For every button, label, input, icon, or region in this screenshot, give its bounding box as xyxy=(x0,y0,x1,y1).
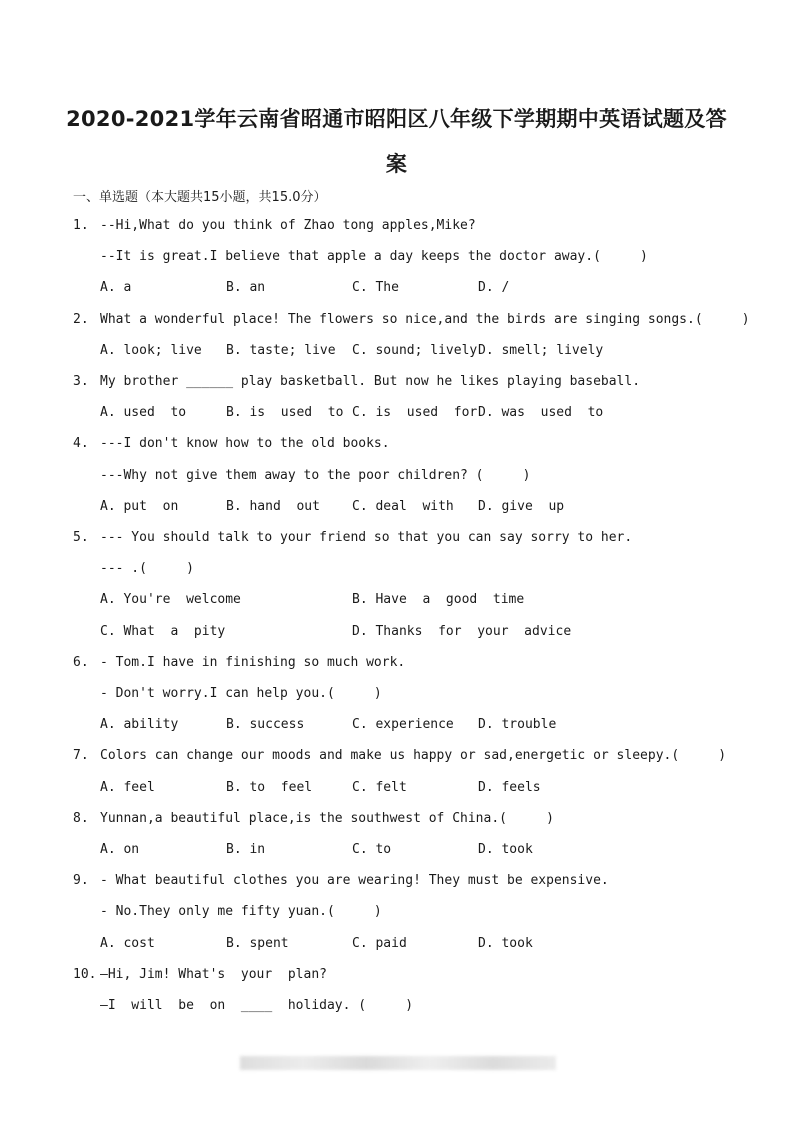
option-b: B. to feel xyxy=(226,780,313,795)
option-d: D. Thanks for your advice xyxy=(352,624,572,639)
question-number: 4. xyxy=(73,436,89,451)
question-text: Yunnan,a beautiful place,is the southwest of China.( ) xyxy=(100,811,554,826)
section-heading: 一、单选题（本大题共15小题，共15.0分） xyxy=(73,190,327,205)
page-title-line2: 案 xyxy=(385,152,408,176)
option-a: A. cost xyxy=(100,936,155,951)
question-text: - No.They only me fifty yuan.( ) xyxy=(100,904,382,919)
option-d: D. smell; lively xyxy=(478,343,604,358)
option-b: B. an xyxy=(226,280,266,295)
option-a: A. ability xyxy=(100,717,179,732)
question-text: What a wonderful place! The flowers so nice,and the birds are singing songs.( ) xyxy=(100,312,750,327)
option-c: C. felt xyxy=(352,780,407,795)
option-d: D. / xyxy=(478,280,510,295)
page-title-line1: 2020-2021学年云南省昭通市昭阳区八年级下学期期中英语试题及答 xyxy=(66,107,727,131)
question-number: 6. xyxy=(73,655,89,670)
option-d: D. was used to xyxy=(478,405,604,420)
option-c: C. What a pity xyxy=(100,624,226,639)
blurred-footer xyxy=(240,1056,556,1070)
option-d: D. trouble xyxy=(478,717,557,732)
question-text: Colors can change our moods and make us happy or sad,energetic or sleepy.( ) xyxy=(100,748,727,763)
question-text: ---Why not give them away to the poor children? ( ) xyxy=(100,468,531,483)
option-d: D. give up xyxy=(478,499,565,514)
question-number: 9. xyxy=(73,873,89,888)
option-d: D. took xyxy=(478,936,533,951)
option-b: B. success xyxy=(226,717,305,732)
question-number: 2. xyxy=(73,312,89,327)
question-text: - Tom.I have in finishing so much work. xyxy=(100,655,406,670)
option-b: B. hand out xyxy=(226,499,320,514)
option-a: A. feel xyxy=(100,780,155,795)
question-text: - Don't worry.I can help you.( ) xyxy=(100,686,382,701)
option-a: A. a xyxy=(100,280,132,295)
question-text: —Hi, Jim! What's your plan? xyxy=(100,967,327,982)
option-a: A. used to xyxy=(100,405,187,420)
option-c: C. experience xyxy=(352,717,454,732)
question-number: 10. xyxy=(73,967,97,982)
option-b: B. spent xyxy=(226,936,289,951)
option-c: C. to xyxy=(352,842,392,857)
question-text: —I will be on ____ holiday. ( ) xyxy=(100,998,414,1013)
question-number: 7. xyxy=(73,748,89,763)
question-number: 5. xyxy=(73,530,89,545)
question-text: - What beautiful clothes you are wearing! They must be expensive. xyxy=(100,873,609,888)
option-a: A. on xyxy=(100,842,140,857)
question-text: ---I don't know how to the old books. xyxy=(100,436,390,451)
question-text: My brother ______ play basketball. But now he likes playing baseball. xyxy=(100,374,641,389)
option-d: D. feels xyxy=(478,780,541,795)
option-c: C. paid xyxy=(352,936,407,951)
option-b: B. is used to xyxy=(226,405,344,420)
option-a: A. You're welcome xyxy=(100,592,241,607)
option-b: B. in xyxy=(226,842,266,857)
question-number: 3. xyxy=(73,374,89,389)
option-a: A. put on xyxy=(100,499,179,514)
question-text: --- .( ) xyxy=(100,561,194,576)
question-number: 1. xyxy=(73,218,89,233)
option-b: B. taste; live xyxy=(226,343,336,358)
option-c: C. The xyxy=(352,280,399,295)
option-b: B. Have a good time xyxy=(352,592,525,607)
option-c: C. sound; lively xyxy=(352,343,478,358)
question-text: --- You should talk to your friend so that you can say sorry to her. xyxy=(100,530,633,545)
option-c: C. is used for xyxy=(352,405,478,420)
question-number: 8. xyxy=(73,811,89,826)
question-text: --Hi,What do you think of Zhao tong apples,Mike? xyxy=(100,218,476,233)
option-d: D. took xyxy=(478,842,533,857)
option-a: A. look; live xyxy=(100,343,202,358)
option-c: C. deal with xyxy=(352,499,454,514)
question-text: --It is great.I believe that apple a day keeps the doctor away.( ) xyxy=(100,249,648,264)
